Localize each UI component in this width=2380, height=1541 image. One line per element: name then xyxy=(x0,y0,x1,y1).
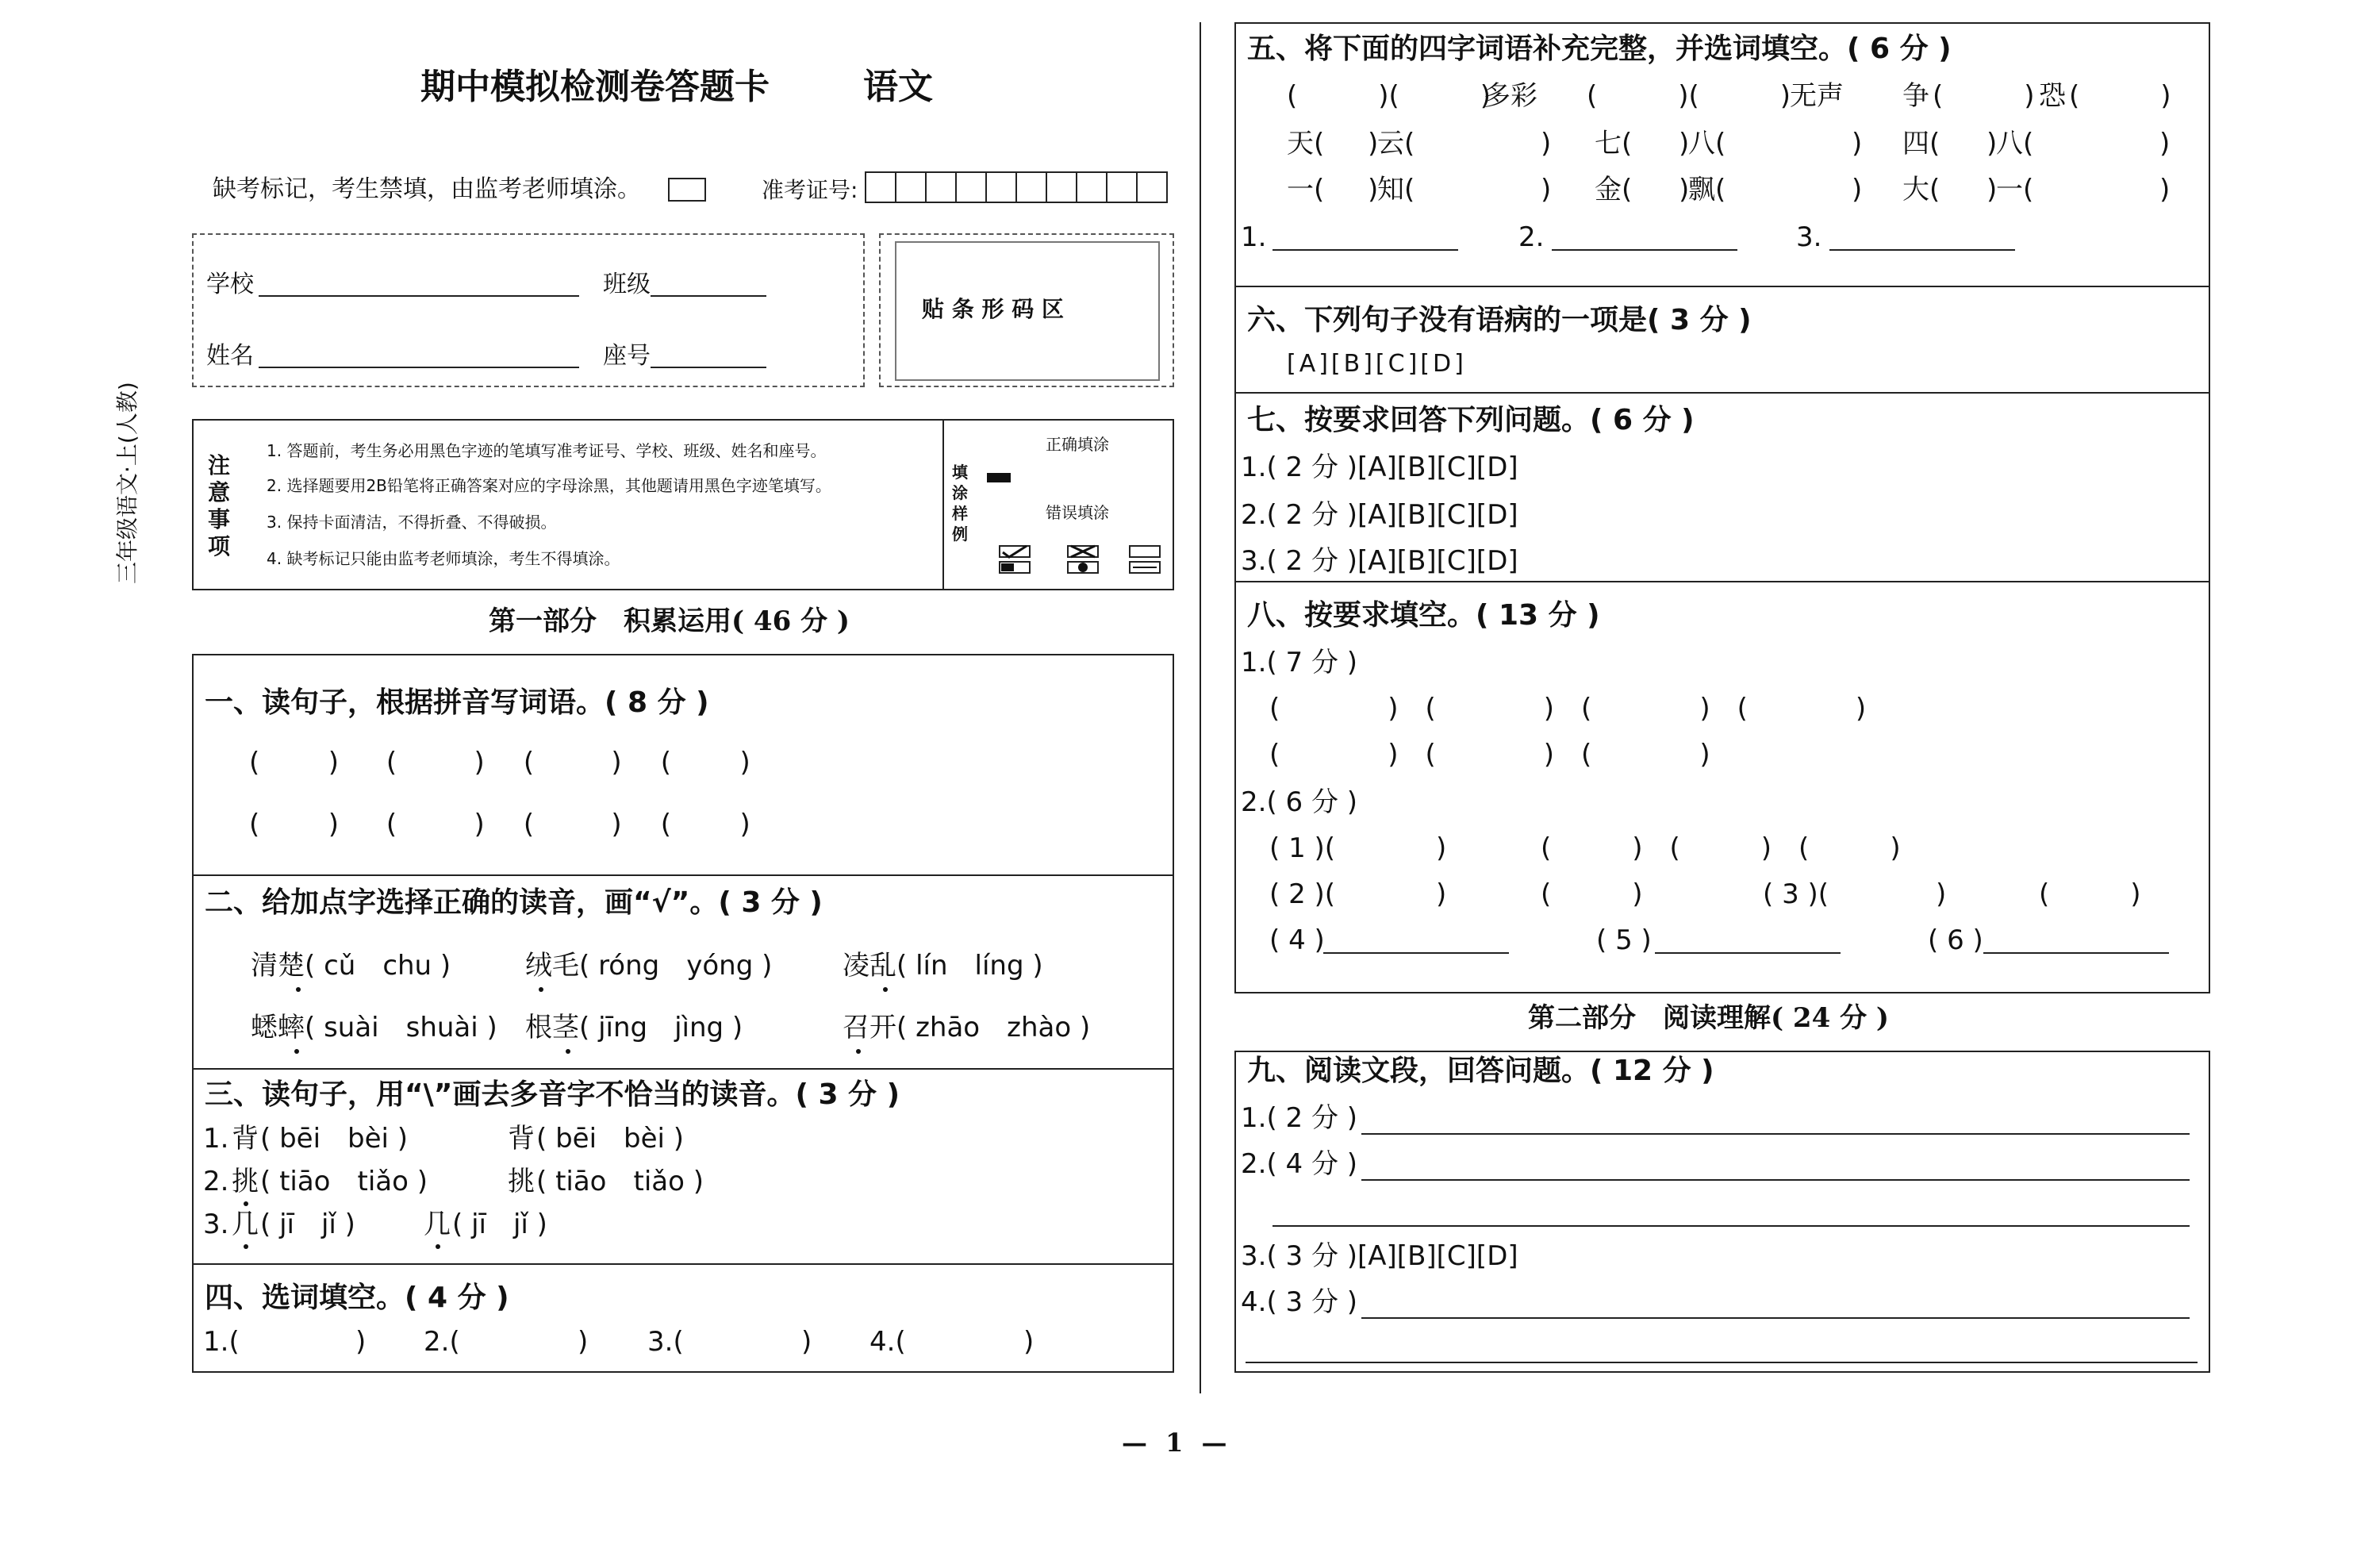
q8-n1[interactable]: ( 1 )( xyxy=(1269,832,1336,864)
q8-title: 八、按要求填空。( 13 分 ) xyxy=(1247,599,1600,632)
wrong-fill-examples-icon xyxy=(998,544,1188,576)
q3-char-3a: 几 xyxy=(232,1209,259,1240)
subject-title: 语文 xyxy=(863,67,933,107)
info-box xyxy=(192,233,865,387)
part1-heading: 第一部分 积累运用( 46 分 ) xyxy=(489,605,850,637)
q5-row1-1: 多彩 xyxy=(1484,80,1537,112)
q5-blank-1[interactable] xyxy=(1273,249,1458,251)
q5-blank-label-3: 3. xyxy=(1796,221,1822,253)
q6-title: 六、下列句子没有语病的一项是( 3 分 ) xyxy=(1247,304,1752,336)
q3-char-1a: 背 xyxy=(232,1123,259,1155)
page-number: — 1 — xyxy=(1122,1428,1232,1458)
q8-sub2-row2-blank2[interactable]: ( ) xyxy=(2039,878,2141,910)
q8-sub2-row2-blank[interactable]: ( ) xyxy=(1541,878,1643,910)
correct-label: 正确填涂 xyxy=(1046,435,1109,454)
absent-note: 缺考标记，考生禁填，由监考老师填涂。 xyxy=(213,175,641,203)
q1-title: 一、读句子，根据拼音写词语。( 8 分 ) xyxy=(205,686,709,719)
q5-row2-5[interactable]: 四( xyxy=(1902,128,1940,159)
q8-n2[interactable]: ( 2 )( xyxy=(1269,878,1336,910)
q2-word-1: 清楚 xyxy=(251,950,305,982)
note-3: 3. 保持卡面清洁，不得折叠、不得破损。 xyxy=(267,513,557,532)
q3-opts-2a[interactable]: ( tiāo tiǎo ) xyxy=(260,1166,428,1197)
q5-blank-label-1: 1. xyxy=(1241,221,1267,253)
q8-blank-6[interactable] xyxy=(1983,952,2169,954)
name-label: 姓名 xyxy=(206,342,254,370)
q3-char-2b: 挑 xyxy=(508,1166,535,1197)
q2-word-3: 凌乱 xyxy=(843,950,896,982)
q8-sub1-row2[interactable]: ( ) ( ) ( ) xyxy=(1269,739,1710,770)
q2-word-6: 召开 xyxy=(843,1012,896,1043)
q5-row1-3: 争 xyxy=(1902,80,1929,112)
q2-opts-2[interactable]: ( róng yóng ) xyxy=(579,950,773,982)
q5-row3-6[interactable]: 一( xyxy=(1996,174,2034,206)
notes-label: 注意事项 xyxy=(208,452,231,559)
wrong-label: 错误填涂 xyxy=(1046,503,1109,522)
q9-answer-2b[interactable] xyxy=(1273,1225,2190,1227)
q5-row3-4[interactable]: 飘( xyxy=(1688,174,1726,206)
q9-answer-2a[interactable] xyxy=(1361,1179,2190,1181)
q9-item-2: 2.( 4 分 ) xyxy=(1241,1148,1358,1180)
q8-sub1-row1[interactable]: ( ) ( ) ( ) ( ) xyxy=(1269,693,1867,724)
q5-row3-2[interactable]: 知( xyxy=(1377,174,1415,206)
q5-row2-3[interactable]: 七( xyxy=(1595,128,1633,159)
barcode-label: 贴 条 形 码 区 xyxy=(922,296,1064,322)
school-label: 学校 xyxy=(206,271,254,298)
q3-title: 三、读句子，用“\”画去多音字不恰当的读音。( 3 分 ) xyxy=(205,1078,900,1111)
q1-row1[interactable]: ( ) ( ) ( ) ( ) xyxy=(249,747,750,778)
q8-blank-4[interactable] xyxy=(1323,952,1509,954)
q2-title: 二、给加点字选择正确的读音，画“√”。( 3 分 ) xyxy=(205,886,823,919)
q5-row2-6[interactable]: 八( xyxy=(1996,128,2034,159)
q5-row1-4: 恐 xyxy=(2039,80,2066,112)
q3-opts-1b[interactable]: ( bēi bèi ) xyxy=(536,1123,685,1155)
seat-label: 座号 xyxy=(603,342,651,370)
seat-field[interactable] xyxy=(651,367,766,368)
q4-title: 四、选词填空。( 4 分 ) xyxy=(205,1282,509,1314)
note-2: 2. 选择题要用2B铅笔将正确答案对应的字母涂黑，其他题请用黑色字迹笔填写。 xyxy=(267,476,831,495)
q8-sub2-row1-rest[interactable]: ( ) ( ) ( ) xyxy=(1541,832,1901,864)
exam-no-boxes[interactable] xyxy=(866,171,1168,203)
q5-row2-4[interactable]: 八( xyxy=(1688,128,1726,159)
note-1: 1. 答题前，考生务必用黑色字迹的笔填写准考证号、学校、班级、姓名和座号。 xyxy=(267,441,827,460)
q2-opts-4[interactable]: ( suài shuài ) xyxy=(305,1012,497,1043)
q2-word-5: 根茎 xyxy=(525,1012,579,1043)
q5-row2-1[interactable]: 天( xyxy=(1287,128,1325,159)
q5-row3-1[interactable]: 一( xyxy=(1287,174,1325,206)
q3-char-3b: 几 xyxy=(424,1209,451,1240)
q5-title: 五、将下面的四字词语补充完整，并选词填空。( 6 分 ) xyxy=(1247,33,1952,65)
q9-item-4: 4.( 3 分 ) xyxy=(1241,1286,1358,1318)
q5-blank-3[interactable] xyxy=(1829,249,2015,251)
q2-opts-1[interactable]: ( cǔ chu ) xyxy=(305,950,451,982)
q3-opts-3b[interactable]: ( jī jǐ ) xyxy=(452,1209,547,1240)
q3-num-3: 3. xyxy=(203,1209,229,1240)
q2-word-4: 蟋蟀 xyxy=(251,1012,305,1043)
absent-checkbox[interactable] xyxy=(668,178,706,202)
q1-row2[interactable]: ( ) ( ) ( ) ( ) xyxy=(249,809,750,840)
q7-item-3[interactable]: 3.( 2 分 )[A][B][C][D] xyxy=(1241,545,1518,577)
q3-num-2: 2. xyxy=(203,1166,229,1197)
q5-row2-2[interactable]: 云( xyxy=(1377,128,1415,159)
q2-opts-6[interactable]: ( zhāo zhào ) xyxy=(896,1012,1091,1043)
q9-item-1: 1.( 2 分 ) xyxy=(1241,1102,1358,1134)
exam-no-label: 准考证号: xyxy=(762,177,858,203)
name-field[interactable] xyxy=(259,367,579,368)
q5-blank-2[interactable] xyxy=(1552,249,1737,251)
q4-item-4[interactable]: 4.( xyxy=(869,1326,906,1358)
q5-row3-5[interactable]: 大( xyxy=(1902,174,1940,206)
q4-item-1[interactable]: 1.( xyxy=(203,1326,240,1358)
q8-sub1: 1.( 7 分 ) xyxy=(1241,647,1358,678)
q9-answer-4a[interactable] xyxy=(1361,1317,2190,1319)
q7-title: 七、按要求回答下列问题。( 6 分 ) xyxy=(1247,404,1695,436)
q2-word-2: 绒毛 xyxy=(525,950,579,982)
q3-char-2a: 挑 xyxy=(232,1166,259,1197)
q5-row3-3[interactable]: 金( xyxy=(1595,174,1633,206)
q3-opts-1a[interactable]: ( bēi bèi ) xyxy=(260,1123,409,1155)
sample-label: 填涂样例 xyxy=(952,463,968,544)
q3-opts-2b[interactable]: ( tiāo tiǎo ) xyxy=(536,1166,704,1197)
side-label: 三年级语文·上(人教) xyxy=(114,382,140,584)
school-field[interactable] xyxy=(259,295,579,297)
q8-sub2: 2.( 6 分 ) xyxy=(1241,786,1358,818)
q6-options[interactable]: [A][B][C][D] xyxy=(1287,350,1467,378)
part2-answer-box xyxy=(1234,1051,2210,1373)
q2-opts-3[interactable]: ( lín líng ) xyxy=(896,950,1043,982)
q8-n5: ( 5 ) xyxy=(1596,924,1652,956)
q8-n3[interactable]: ( 3 )( xyxy=(1763,878,1829,910)
q3-num-1: 1. xyxy=(203,1123,229,1155)
q7-item-2[interactable]: 2.( 2 分 )[A][B][C][D] xyxy=(1241,499,1518,531)
q8-n4: ( 4 ) xyxy=(1269,924,1325,956)
q3-char-1b: 背 xyxy=(508,1123,535,1155)
note-4: 4. 缺考标记只能由监考老师填涂，考生不得填涂。 xyxy=(267,549,620,568)
q5-row1-2: 无声 xyxy=(1790,80,1844,112)
q4-item-2[interactable]: 2.( xyxy=(424,1326,460,1358)
q7-item-1[interactable]: 1.( 2 分 )[A][B][C][D] xyxy=(1241,452,1518,483)
class-field[interactable] xyxy=(651,295,766,297)
q9-answer-4b[interactable] xyxy=(1246,1362,2198,1363)
q4-item-3[interactable]: 3.( xyxy=(647,1326,684,1358)
q2-opts-5[interactable]: ( jīng jìng ) xyxy=(579,1012,743,1043)
part2-heading: 第二部分 阅读理解( 24 分 ) xyxy=(1528,1002,1889,1034)
q8-blank-5[interactable] xyxy=(1655,952,1841,954)
q8-n6: ( 6 ) xyxy=(1928,924,1983,956)
q9-title: 九、阅读文段，回答问题。( 12 分 ) xyxy=(1247,1055,1714,1087)
q9-item-3[interactable]: 3.( 3 分 )[A][B][C][D] xyxy=(1241,1240,1518,1272)
q3-opts-3a[interactable]: ( jī jǐ ) xyxy=(260,1209,355,1240)
q5-blank-label-2: 2. xyxy=(1518,221,1545,253)
class-label: 班级 xyxy=(603,271,651,298)
page-title: 期中模拟检测卷答题卡 xyxy=(420,67,770,107)
correct-fill-icon xyxy=(987,473,1011,482)
q9-answer-1[interactable] xyxy=(1361,1133,2190,1135)
